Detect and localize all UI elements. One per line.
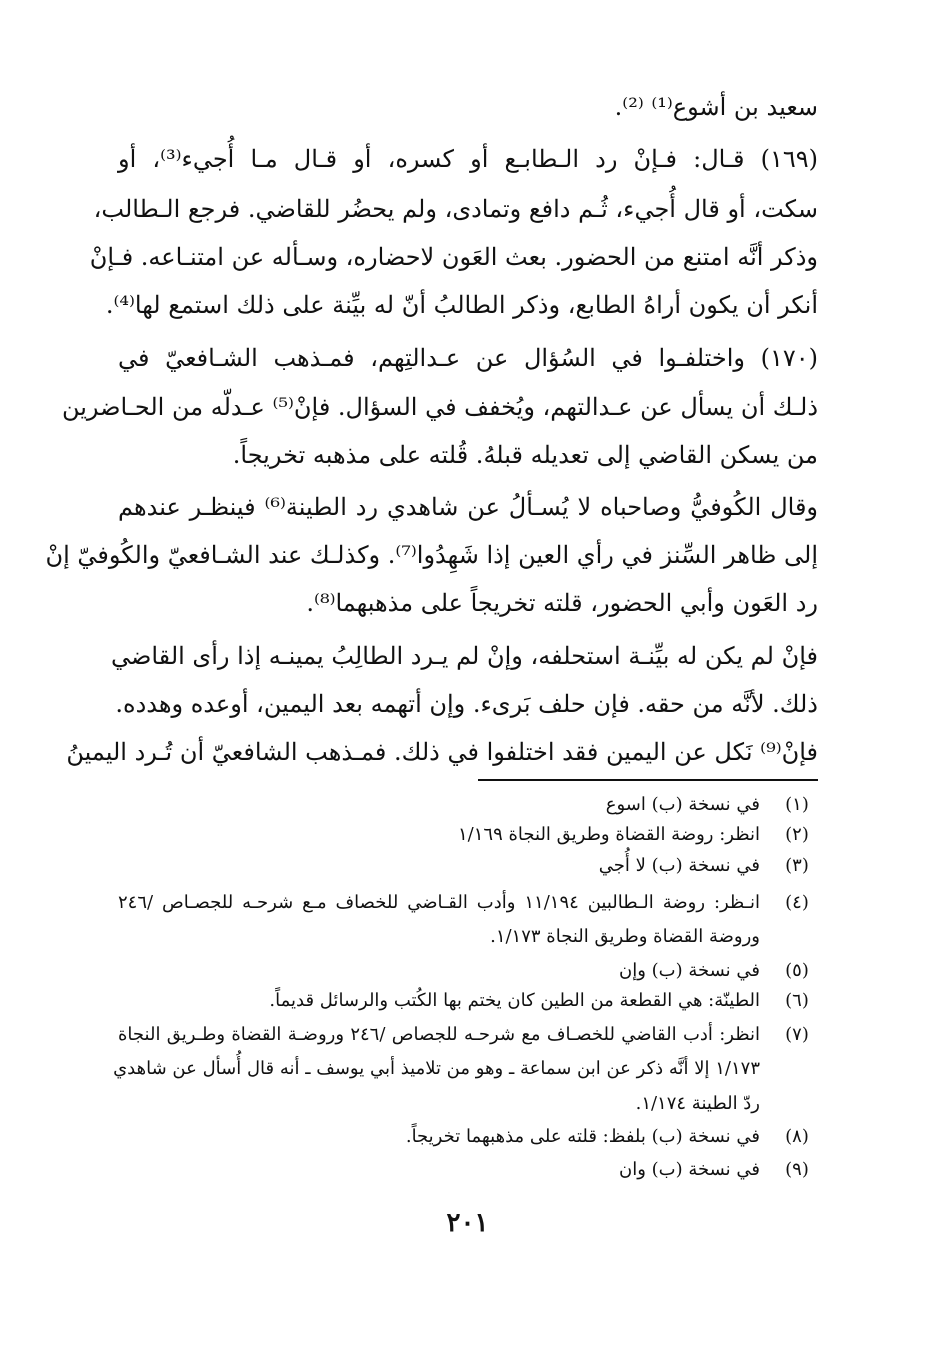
text-line: أنكر أن يكون أراهُ الطابع، وذكر الطالبُ أنّ له بيِّنة على ذلك استمع لها⁽⁴⁾. [105, 291, 818, 319]
footnote-number: (٢) [785, 824, 809, 845]
footnote-item [118, 1023, 818, 1049]
footnote-continuation: وروضة القضاة وطريق النجاة ١/١٧٣. [490, 926, 760, 947]
footnote-divider [478, 779, 818, 781]
text-line: رد العَون وأبي الحضور، قلته تخريجاً على مذهبهما⁽⁸⁾. [306, 589, 818, 617]
footnote-text: في نسخة (ب) اسوع [605, 794, 760, 815]
footnote-text: انظر: أدب القاضي للخصـاف مع شرحـه للجصاص /٢٤٦ وروضـة القضاة وطـريق النجاة [118, 1024, 760, 1045]
footnote-text: الطينّة: هي القطعة من الطين كان يختم بها الكُتب والرسائل قديماً. [269, 990, 760, 1011]
footnote-number: (٦) [785, 990, 809, 1011]
footnote-number: (٥) [785, 960, 809, 981]
text-line: سكت، أو قال أُجيء، ثُـم دافع وتمادى، ولم يحضُر للقاضي. فرجع الـطالب، [93, 195, 818, 223]
text-line: من يسكن القاضي إلى تعديله قبلهُ. قُلته على مذهبه تخريجاً. [232, 441, 818, 469]
footnote-continuation: ردّ الطينة ١/١٧٤. [635, 1093, 760, 1114]
footnote-text: في نسخة (ب) لا أُجي [598, 855, 760, 876]
text-line: (١٧٠) واختلفـوا في السُؤال عن عـدالتِهم، فمـذهب الشـافعيّ في [118, 344, 818, 372]
text-line: (١٦٩) قـال: فـإنْ رد الـطابـع أو كسره، أو قـال مـا أُجيء⁽³⁾، أو [118, 145, 818, 173]
footnote-item [118, 891, 818, 917]
text-line: ذلك. لأنَّه من حقه. فإن حلف بَرىء. وإن أتهمه بعد اليمين، أوعده وهدده. [115, 690, 818, 718]
footnote-number: (٣) [785, 855, 809, 876]
footnote-text: في نسخة (ب) وإن [618, 960, 760, 981]
footnote-text: انـظر: روضة الـطالبين ١١/١٩٤ وأدب القـاضي للخصاف مـع شرحـه للجصـاص /٢٤٦ [118, 892, 760, 913]
footnotes [113, 793, 818, 1193]
footnote-item [118, 989, 818, 1015]
text-line: سعيد بن أشوع⁽¹⁾ ⁽²⁾. [614, 93, 818, 121]
footnote-number: (٤) [785, 892, 809, 913]
text-line: إلى ظاهر السِّنز في رأي العين إذا شَهِدُوا⁽⁷⁾. وكذلـك عند الشـافعيّ والكُوفيّ إنْ [45, 541, 818, 569]
footnote-text: انظر: روضة القضاة وطريق النجاة ١/١٦٩ [458, 824, 760, 845]
page-number: ٢٠١ [446, 1208, 489, 1238]
footnote-text: في نسخة (ب) بلفظ: قلته على مذهبهما تخريجاً. [405, 1126, 760, 1147]
footnote-number: (٧) [785, 1024, 809, 1045]
footnote-text: في نسخة (ب) وان [618, 1159, 760, 1180]
main-text [45, 92, 819, 772]
footnote-number: (٨) [785, 1126, 809, 1147]
footnote-item [118, 1125, 818, 1151]
text-line: وقال الكُوفيُّ وصاحباه لا يُسـألُ عن شاهدي رد الطينة⁽⁶⁾ فينظـر عندهم [118, 493, 819, 521]
footnote-item [118, 1158, 818, 1184]
footnote-item [118, 854, 818, 880]
footnote-item [118, 823, 818, 849]
text-line: فإنْ⁽⁹⁾ نَكل عن اليمين فقد اختلفوا في ذلك. فمـذهب الشافعيّ أن تُـرد اليمينُ [66, 738, 818, 766]
text-line: فإنْ لم يكن له بيِّنـة استحلفه، وإنْ لم يـرد الطالِبُ يمينـه إذا رأى القاضي [110, 642, 818, 670]
text-line: وذكر أنَّه امتنع من الحضور. بعث العَون لاحضاره، وسـأله عن امتنـاعه. فـإنْ [89, 243, 818, 271]
footnote-item [118, 959, 818, 985]
footnote-continuation: ١/١٧٣ إلا أنَّه ذكر عن ابن سماعة ـ وهو من تلاميذ أبي يوسف ـ أنه قال أُسأل عن شاهدي [113, 1058, 760, 1079]
footnote-number: (٩) [785, 1159, 809, 1180]
footnote-number: (١) [785, 794, 809, 815]
text-line: ذلـك أن يسأل عن عـدالتهم، ويُخفف في السؤال. فإنْ⁽⁵⁾ عـدلّه من الحـاضرين [61, 393, 818, 421]
footnote-item [118, 793, 818, 819]
